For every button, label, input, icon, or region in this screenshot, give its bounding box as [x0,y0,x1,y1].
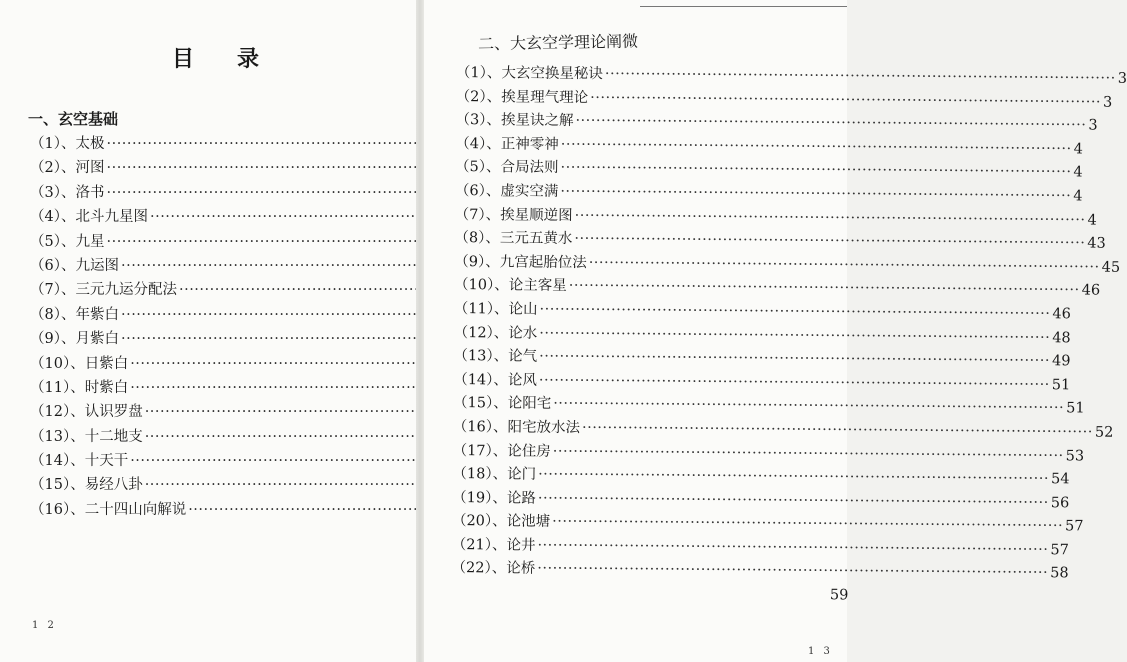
toc-entry-number: （12）、 [453,324,509,341]
page-title [172,42,260,73]
toc-entry [451,534,1069,561]
toc-entry-page: 4 [1073,164,1083,181]
toc-entry [455,156,1083,183]
toc-entry-number: （13）、 [453,348,509,365]
toc-entry [30,425,396,449]
toc-entry-page: 52 [1094,424,1114,441]
toc-entry [453,322,1071,349]
toc-entry [454,227,1106,254]
toc-entry-title: 论池塘 [506,513,551,531]
toc-list-basics [30,132,396,522]
toc-entry-number: （14）、 [453,371,508,389]
toc-entry-number: （1）、 [30,136,76,152]
toc-entry-number: （15）、 [452,395,508,412]
toc-entry-number: （11）、 [30,379,85,396]
toc-entry-title: 十二地支 [84,428,143,445]
toc-entry-title: 月紫白 [75,331,119,348]
toc-entry [452,416,1114,443]
toc-entry-page: 46 [1052,306,1071,323]
toc-entry-title: 论桥 [506,560,536,578]
toc-entry [455,62,1127,89]
toc-entry-title: 论门 [507,466,537,483]
header-rule [640,6,847,7]
toc-entry-title: 洛书 [75,184,105,201]
toc-entry [30,498,396,522]
toc-entry-number: （10）、 [30,355,85,372]
toc-entry [30,303,396,327]
title-char-2: 录 [237,46,261,72]
toc-entry-title: 论主客星 [508,277,567,295]
toc-entry-title: 论水 [508,324,538,342]
toc-entry [30,205,396,229]
toc-entry-page: 3 [1117,70,1127,87]
toc-entry-title: 论气 [508,348,538,365]
toc-entry-number: （7）、 [30,282,76,299]
toc-entry-title: 论井 [506,537,536,554]
toc-entry-title: 论山 [508,301,538,318]
toc-entry-title: 三元九运分配法 [75,282,177,299]
toc-entry [451,557,1069,584]
toc-entry-title: 认识罗盘 [84,404,143,421]
toc-entry [30,352,396,376]
toc-entry-number: （9）、 [454,253,500,271]
toc-entry [30,376,396,400]
toc-entry-number: （3）、 [30,184,76,201]
toc-entry [451,510,1084,537]
toc-entry-number: （11）、 [453,300,509,318]
toc-entry [452,487,1070,514]
toc-entry [453,369,1071,396]
toc-entry-number: （12）、 [30,404,85,421]
toc-entry-page: 48 [1052,329,1071,346]
toc-entry-number: （3）、 [455,112,502,129]
toc-entry-number: （1）、 [455,64,502,82]
toc-entry-title: 二十四山向解说 [84,501,187,518]
toc-entry-page: 59 [829,587,849,604]
title-char-1: 目 [172,46,196,72]
toc-entry-title: 论阳宅 [507,395,552,413]
toc-entry-number: （19）、 [452,489,507,507]
toc-entry-title: 年紫白 [75,306,119,323]
toc-entry-title: 北斗九星图 [75,209,148,226]
toc-entry-number: （18）、 [452,466,508,483]
toc-entry-title: 河图 [75,160,105,177]
toc-entry-number: （21）、 [451,536,507,554]
toc-entry-number: （8）、 [454,230,501,247]
toc-entry [30,230,396,254]
toc-entry-page: 57 [1050,542,1069,559]
toc-entry-number: （8）、 [30,306,76,323]
toc-entry-title: 挨星顺逆图 [500,206,573,224]
section-heading-basics: 一、玄空基础 [28,110,119,128]
toc-entry [30,254,396,278]
toc-entry-title: 大玄空换星秘诀 [501,65,603,83]
toc-entry [452,439,1085,466]
toc-entry-page: 45 [1101,259,1121,276]
toc-entry [455,109,1098,136]
toc-entry-page: 57 [1065,518,1084,535]
toc-entry-page: 58 [1050,565,1069,582]
toc-entry [453,345,1071,372]
toc-entry-title: 十天干 [84,453,129,470]
toc-entry [30,278,396,302]
toc-entry-number: （16）、 [30,501,85,518]
toc-leader-dots [537,558,1048,586]
toc-entry-page: 4 [1087,212,1097,229]
toc-entry-page: 51 [1066,400,1085,417]
toc-entry-title: 三元五黄水 [499,230,573,248]
toc-entry-title: 论风 [507,372,537,389]
toc-entry-title: 易经八卦 [84,477,143,494]
toc-entry-page: 3 [1088,117,1098,134]
toc-entry-page: 4 [1073,188,1083,205]
toc-entry-page: 4 [1073,141,1083,158]
toc-entry [454,204,1097,231]
toc-entry [30,400,396,424]
toc-entry-title: 虚实空满 [500,183,559,200]
toc-entry [30,449,396,473]
toc-entry-title: 正神零神 [500,136,559,153]
toc-entry-page: 46 [1081,282,1101,299]
toc-trailing-page [451,581,849,608]
toc-entry-page: 3 [1103,94,1113,111]
toc-entry [452,392,1085,419]
toc-entry-title: 九宫起胎位法 [499,254,587,271]
toc-entry-title: 阳宅放水法 [507,419,581,437]
toc-entry-page: 56 [1050,494,1070,512]
toc-entry-number: （14）、 [30,453,85,470]
toc-entry [452,463,1070,490]
toc-entry-number: （5）、 [455,159,501,176]
toc-entry-title: 合局法则 [500,159,559,177]
toc-entry-number: （6）、 [30,257,76,274]
toc-entry-number: （9）、 [30,331,76,348]
toc-entry-title: 太极 [75,136,105,152]
page-number-right: 1 3 [808,646,833,657]
left-page [0,0,416,662]
toc-entry-page: 43 [1087,235,1106,252]
toc-entry-title: 论路 [506,490,536,507]
toc-entry [30,181,396,205]
toc-entry-number: （4）、 [30,209,76,226]
toc-entry-title: 时紫白 [84,379,129,396]
toc-entry-number: （2）、 [455,88,502,105]
toc-entry-page: 49 [1051,353,1071,370]
page-number-left: 1 2 [32,620,57,631]
toc-entry-title: 九星 [75,233,105,250]
toc-entry-title: 日紫白 [84,355,129,372]
toc-entry [453,298,1071,325]
toc-entry-number: （10）、 [453,277,509,294]
toc-entry [455,133,1083,160]
toc-entry-number: （13）、 [30,428,85,445]
toc-entry-title: 挨星诀之解 [500,112,574,130]
toc-entry [30,327,396,351]
toc-entry-number: （20）、 [451,513,507,530]
toc-entry-title: 论住房 [507,442,551,460]
toc-entry-page: 53 [1065,447,1085,464]
toc-entry-number: （7）、 [454,206,501,223]
toc-entry-number: （6）、 [454,182,501,200]
toc-entry [453,274,1101,301]
toc-entry-number: （16）、 [452,418,508,436]
toc-entry-title: 九运图 [75,257,119,274]
section-heading-theory: 二、大玄空学理论阐微 [477,31,639,54]
toc-entry [30,473,396,497]
toc-entry-number: （2）、 [30,160,76,177]
toc-list-theory [451,62,1127,608]
toc-entry [30,132,396,156]
toc-entry-page: 51 [1051,376,1071,394]
toc-entry [455,86,1113,113]
toc-entry [30,156,396,180]
toc-entry [454,180,1083,207]
toc-entry-page: 54 [1050,471,1070,488]
book-gutter [416,0,424,662]
toc-entry-title: 挨星理气理论 [501,88,589,106]
toc-entry-number: （5）、 [30,233,76,250]
toc-entry-number: （15）、 [30,477,85,494]
toc-entry-number: （17）、 [452,442,508,459]
toc-entry-number: （22）、 [451,560,507,577]
toc-entry [454,251,1121,278]
toc-entry-number: （4）、 [455,135,501,153]
